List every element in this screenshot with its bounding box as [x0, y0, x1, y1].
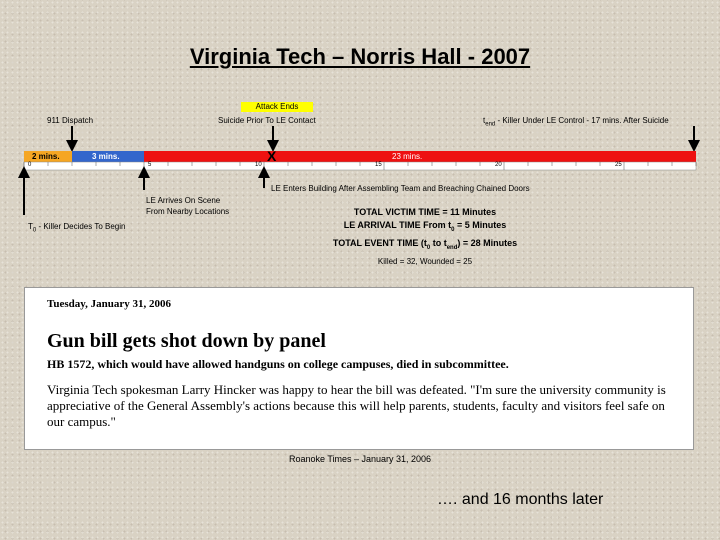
attack-ends-label: Attack Ends — [241, 102, 313, 112]
newspaper-clipping — [24, 287, 694, 450]
clipping-deck: HB 1572, which would have allowed handguns on college campuses, died in subcommittee. — [47, 357, 509, 371]
timeline-graphic — [0, 0, 720, 240]
clipping-body: Virginia Tech spokesman Larry Hincker was happy to hear the bill was defeated. "I'm sure the university community is appreciative of the General Assembly's actions because this will help parents, students, faculty and visitors feel safe on our campus." — [47, 382, 666, 429]
dispatch-911-label: 911 Dispatch — [47, 116, 94, 125]
casualties: Killed = 32, Wounded = 25 — [377, 256, 473, 266]
t0-label: $T_0$ - Killer Decides To Begin — [28, 222, 126, 234]
tend-label: $t_{end}$ - Killer Under LE Control - 17 mins. After Suicide — [483, 116, 669, 128]
attack-marker-x: X — [267, 148, 277, 164]
tick-label-15: 15 — [375, 162, 382, 168]
tick-label-20: 20 — [495, 162, 502, 168]
victim-time: TOTAL VICTIM TIME = 11 Minutes — [353, 207, 497, 217]
segment-blue-label: 3 mins. — [92, 152, 120, 161]
tick-label-25: 25 — [615, 162, 622, 168]
clipping-source: Roanoke Times – January 31, 2006 — [288, 454, 432, 464]
clipping-date: Tuesday, January 31, 2006 — [47, 298, 171, 310]
segment-orange-label: 2 mins. — [32, 152, 60, 161]
le-arrives-label-line2: From Nearby Locations — [146, 207, 230, 216]
tick-label-10: 10 — [255, 162, 262, 168]
summary-block — [300, 206, 550, 268]
page-title: Virginia Tech – Norris Hall - 2007 — [189, 44, 531, 69]
le-arrival-time: LE ARRIVAL TIME From $t_0 = 5$ Minutes — [343, 220, 507, 233]
le-enters-label: LE Enters Building After Assembling Team and Breaching Chained Doors — [271, 184, 530, 193]
closing-caption: …. and 16 months later — [437, 491, 604, 508]
tick-label-5: 5 — [148, 162, 152, 168]
clipping-headline: Gun bill gets shot down by panel — [47, 330, 326, 352]
tick-label-0: 0 — [28, 162, 32, 168]
le-arrives-label-line1: LE Arrives On Scene — [146, 196, 221, 205]
segment-red-label: 23 mins. — [392, 152, 423, 161]
total-event-time: TOTAL EVENT TIME ($t_0$ to $t_{end}) = 28$ Minutes — [332, 237, 518, 251]
suicide-label: Suicide Prior To LE Contact — [218, 116, 316, 125]
